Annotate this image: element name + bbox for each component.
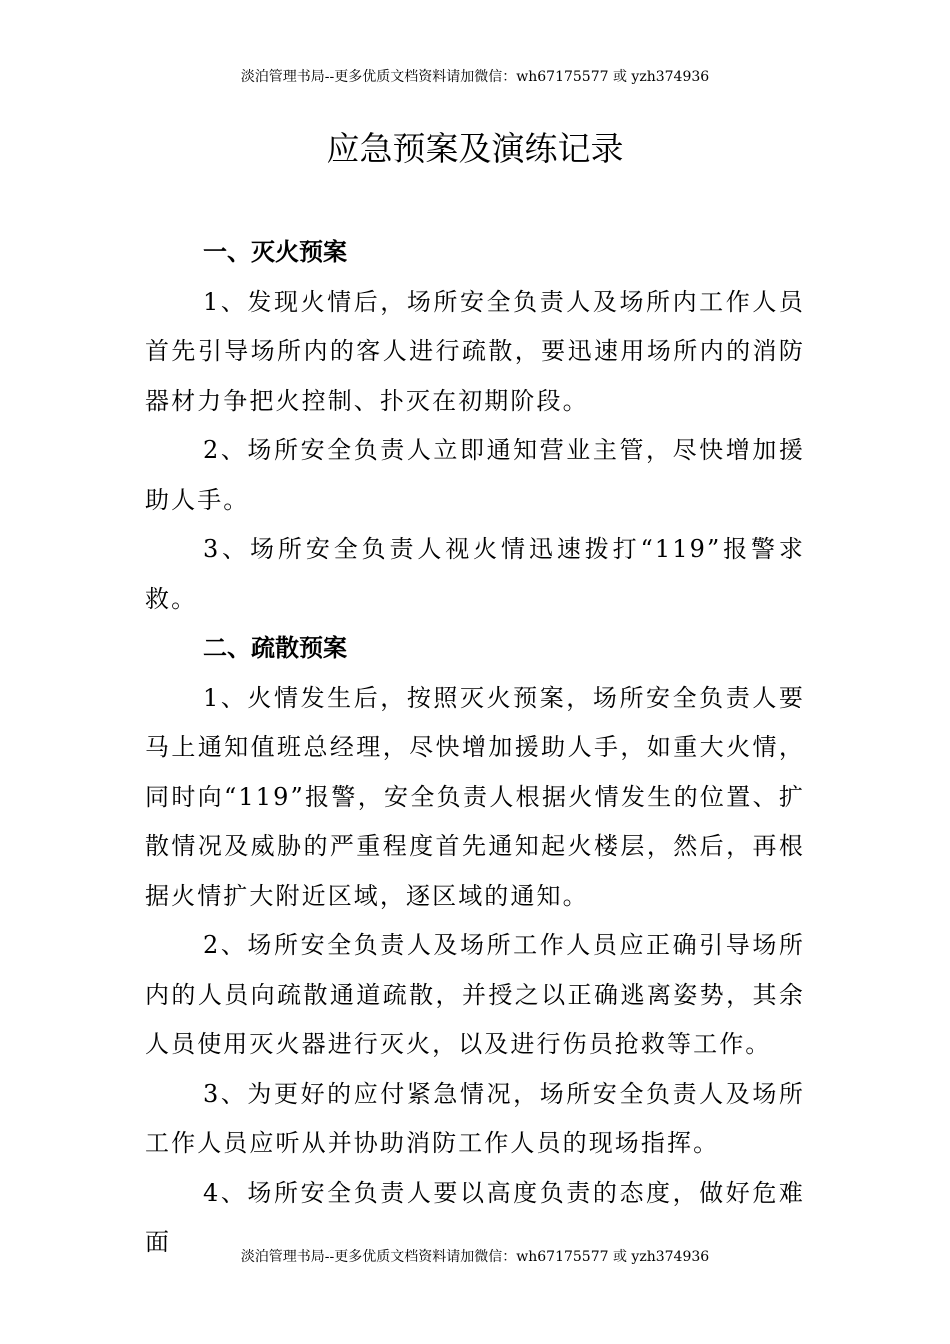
paragraph: 3、为更好的应付紧急情况，场所安全负责人及场所工作人员应听从并协助消防工作人员的现场指挥。 xyxy=(145,1079,805,1157)
section-heading: 二、疏散预案 xyxy=(203,634,347,662)
section-evacuation-plan xyxy=(145,624,805,1268)
section-fire-fighting-plan xyxy=(145,228,805,624)
paragraph: 2、场所安全负责人及场所工作人员应正确引导场所内的人员向疏散通道疏散，并授之以正确逃离姿势，其余人员使用灭火器进行灭火，以及进行伤员抢救等工作。 xyxy=(145,931,805,1058)
section-heading: 一、灭火预案 xyxy=(203,238,347,266)
paragraph: 3、场所安全负责人视火情迅速拨打“119”报警求救。 xyxy=(145,535,805,613)
paragraph: 1、火情发生后，按照灭火预案，场所安全负责人要马上通知值班总经理，尽快增加援助人手，如重大火情，同时向“119”报警，安全负责人根据火情发生的位置、扩散情况及威胁的严重程度首先通知起火楼层，然后，再根据火情扩大附近区域，逐区域的通知。 xyxy=(145,683,805,910)
document-title: 应急预案及演练记录 xyxy=(326,129,624,168)
document-body xyxy=(145,228,805,1268)
page-footer: 淡泊管理书局--更多优质文档资料请加微信：wh67175577 或 yzh374936 xyxy=(240,1249,710,1265)
paragraph: 4、场所安全负责人要以高度负责的态度，做好危难面 xyxy=(145,1178,805,1256)
paragraph: 1、发现火情后，场所安全负责人及场所内工作人员首先引导场所内的客人进行疏散，要迅速用场所内的消防器材力争把火控制、扑灭在初期阶段。 xyxy=(145,287,805,415)
paragraph: 2、场所安全负责人立即通知营业主管，尽快增加援助人手。 xyxy=(145,436,805,514)
page-header: 淡泊管理书局--更多优质文档资料请加微信：wh67175577 或 yzh374936 xyxy=(240,69,710,85)
